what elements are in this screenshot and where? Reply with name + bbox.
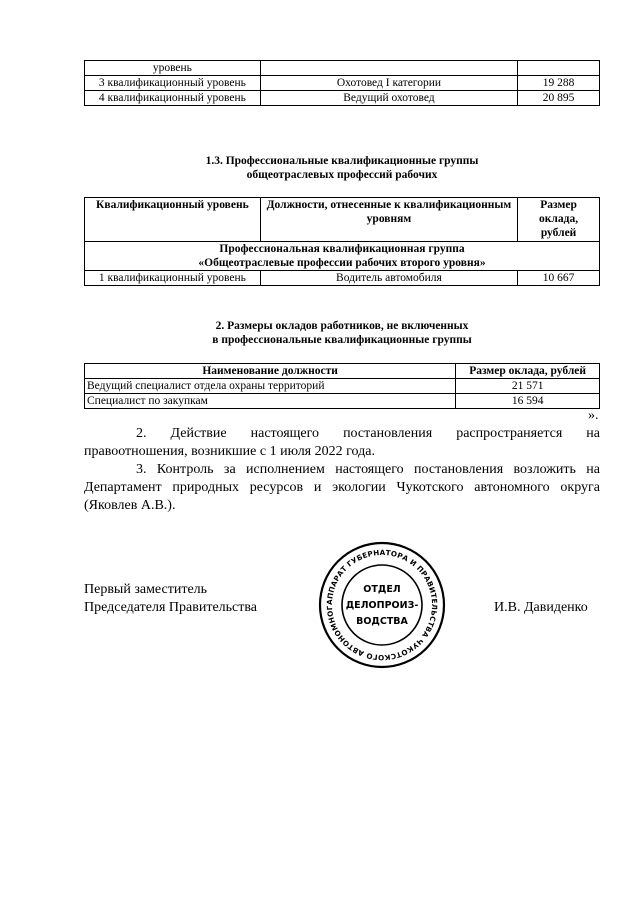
stamp-center-line: ОТДЕЛ	[363, 584, 401, 595]
table-row	[85, 91, 600, 106]
column-header: Квалификационный уровень	[85, 198, 261, 242]
level-cell: уровень	[85, 61, 261, 76]
salary-cell: 20 895	[518, 91, 600, 106]
stamp-center-line: ВОДСТВА	[356, 616, 408, 627]
position-cell	[260, 61, 517, 76]
salary-cell: 16 594	[456, 394, 600, 409]
table-row	[85, 394, 600, 409]
paragraph-text: 2. Действие настоящего постановления распространяется на правоотношения, возникшие с 1 июля 2022 года.	[84, 426, 600, 459]
workers-salary-table	[84, 197, 600, 286]
table-row	[85, 61, 600, 76]
section-heading-2	[84, 319, 600, 347]
official-stamp	[315, 540, 449, 670]
group-line: «Общеотраслевые профессии рабочих второго уровня»	[198, 257, 486, 269]
table-row	[85, 76, 600, 91]
level-cell: 4 квалификационный уровень	[85, 91, 261, 106]
table-row	[85, 271, 600, 286]
salary-cell: 10 667	[518, 271, 600, 286]
table-header-row	[85, 198, 600, 242]
salary-cell: 21 571	[456, 379, 600, 394]
signatory-title	[84, 581, 257, 617]
column-header: Размер оклада, рублей	[456, 364, 600, 379]
salary-cell: 19 288	[518, 76, 600, 91]
heading-line: 2. Размеры окладов работников, не включенных	[215, 320, 469, 332]
stamp-center-line: ДЕЛОПРОИЗ-	[345, 600, 419, 611]
group-cell	[85, 242, 600, 271]
position-cell: Охотовед I категории	[260, 76, 517, 91]
heading-line: в профессиональные квалификационные группы	[212, 334, 472, 346]
signatory-name: И.В. Давиденко	[494, 600, 588, 615]
paragraph-3	[84, 461, 600, 515]
heading-line: 1.3. Профессиональные квалификационные группы	[205, 155, 479, 167]
heading-line: общеотраслевых профессий рабочих	[246, 169, 438, 181]
column-header: Размер оклада, рублей	[518, 198, 600, 242]
table-row	[85, 379, 600, 394]
group-row	[85, 242, 600, 271]
salary-cell	[518, 61, 600, 76]
position-name-cell: Специалист по закупкам	[85, 394, 456, 409]
column-header: Должности, отнесенные к квалификационным уровням	[260, 198, 517, 242]
paragraph-text: 3. Контроль за исполнением настоящего постановления возложить на Департамент природных ресурсов и экологии Чукотского автономного округа (Яковлев А.В.).	[84, 462, 600, 513]
salary-table-continued	[84, 60, 600, 106]
table-header-row	[85, 364, 600, 379]
title-line: Председателя Правительства	[84, 600, 258, 615]
position-name-cell: Ведущий специалист отдела охраны территорий	[85, 379, 456, 394]
closing-quote-mark: ».	[588, 408, 599, 423]
level-cell: 3 квалификационный уровень	[85, 76, 261, 91]
group-line: Профессиональная квалификационная группа	[219, 243, 465, 255]
column-header: Наименование должности	[85, 364, 456, 379]
level-cell: 1 квалификационный уровень	[85, 271, 261, 286]
position-cell: Ведущий охотовед	[260, 91, 517, 106]
other-positions-table	[84, 363, 600, 409]
title-line: Первый заместитель	[84, 582, 208, 597]
paragraph-2	[84, 425, 600, 461]
position-cell: Водитель автомобиля	[260, 271, 517, 286]
section-heading-1-3	[84, 154, 600, 182]
stamp-ring-text: АППАРАТ ГУБЕРНАТОРА И ПРАВИТЕЛЬСТВА ЧУКОТСКОГО АВТОНОМНОГ	[324, 547, 440, 663]
stamp-graphic	[315, 540, 449, 670]
